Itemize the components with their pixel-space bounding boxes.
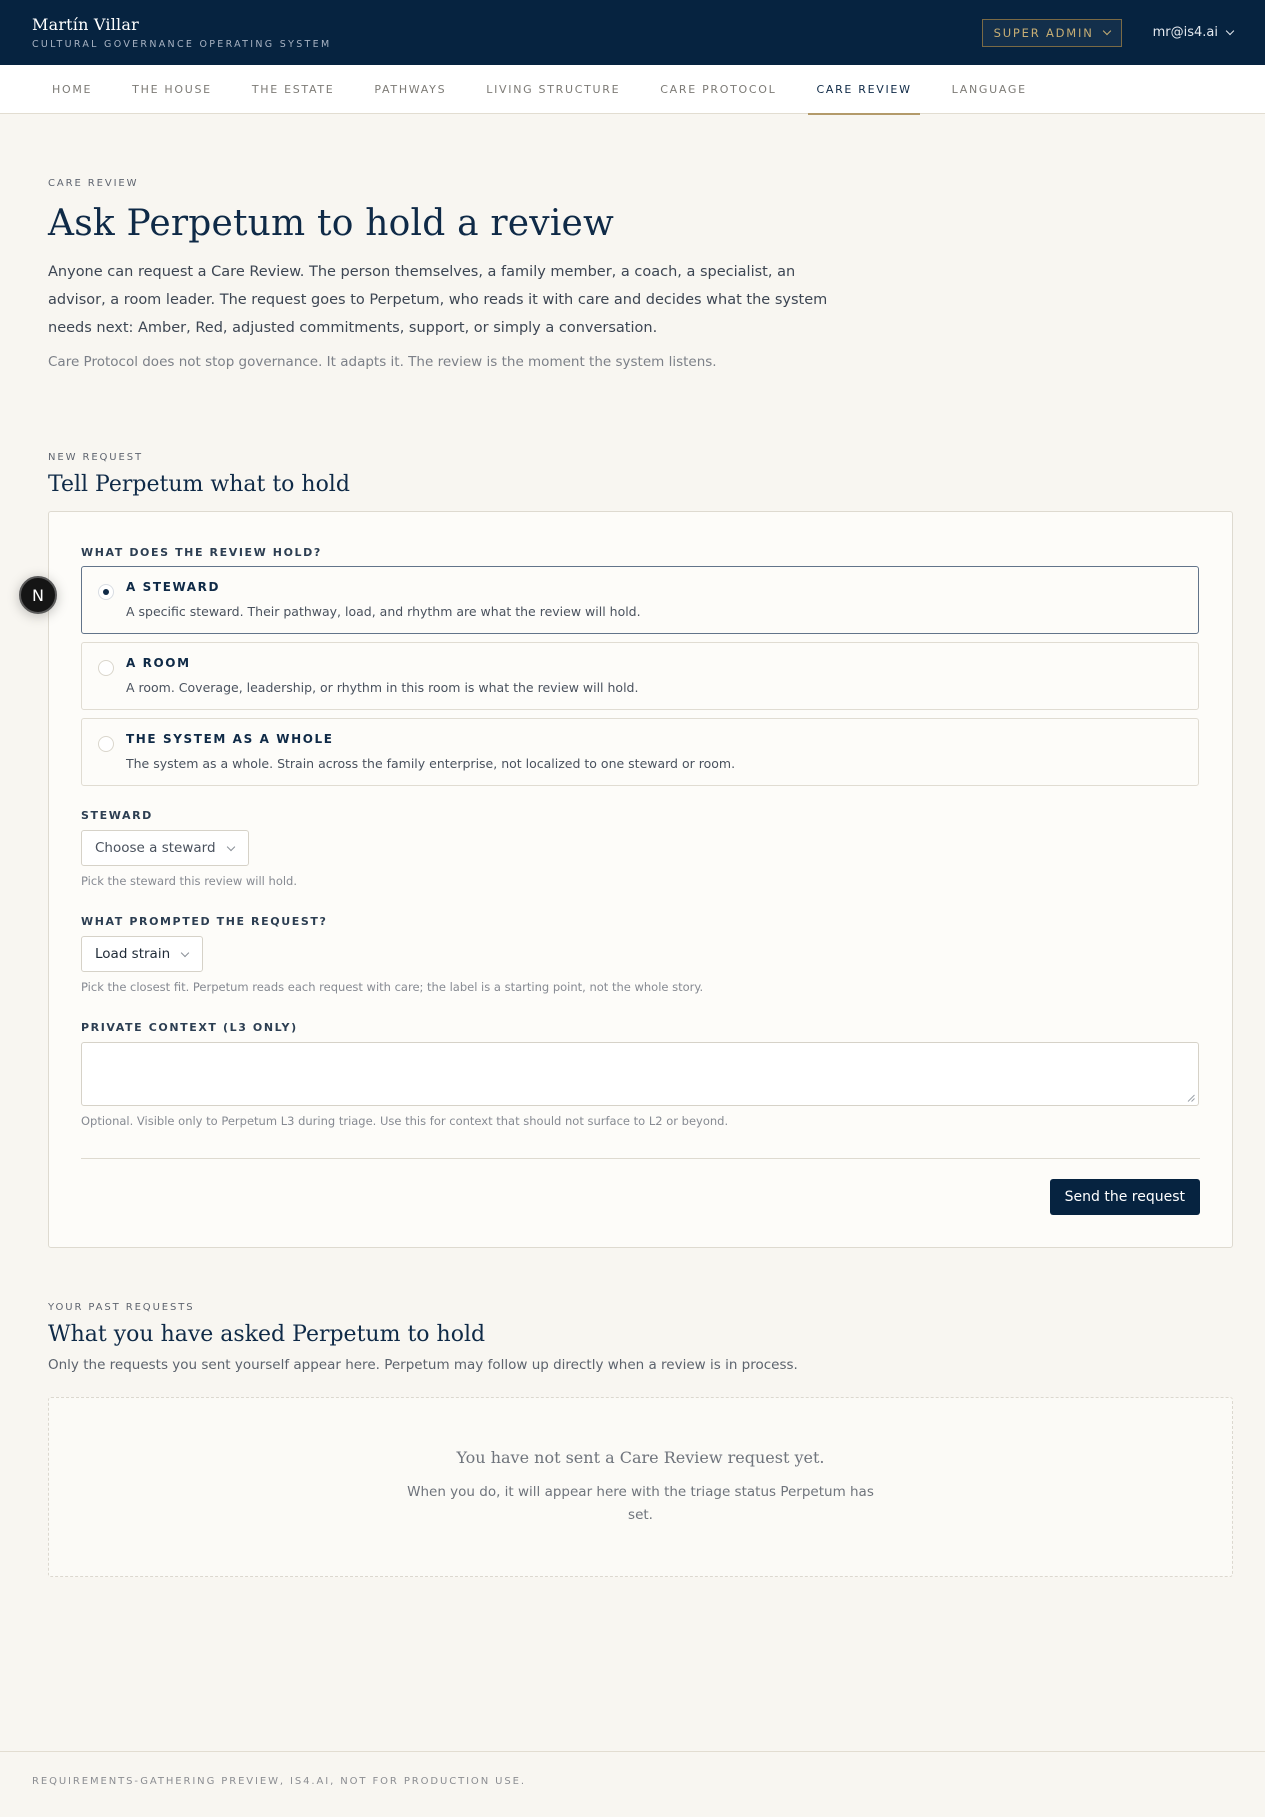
steward-hint: Pick the steward this review will hold. — [81, 874, 298, 888]
tab-living-structure[interactable]: LIVING STRUCTURE — [486, 83, 621, 96]
option-title: A STEWARD — [126, 580, 221, 594]
footer-text: REQUIREMENTS-GATHERING PREVIEW, IS4.AI, NOT FOR PRODUCTION USE. — [32, 1776, 526, 1787]
prompt-label: WHAT PROMPTED THE REQUEST? — [81, 915, 328, 928]
private-context-textarea[interactable] — [81, 1042, 1199, 1106]
steward-select-value: Choose a steward — [95, 840, 216, 856]
top-bar — [0, 0, 1265, 65]
radio-icon[interactable] — [98, 736, 114, 752]
option-title: A ROOM — [126, 656, 191, 670]
past-requests-title: What you have asked Perpetum to hold — [48, 1322, 486, 1347]
top-right-controls — [982, 19, 1233, 47]
option-description: A specific steward. Their pathway, load, and rhythm are what the review will hold. — [126, 604, 641, 619]
hold-label: WHAT DOES THE REVIEW HOLD? — [81, 546, 322, 559]
role-dropdown-button[interactable] — [982, 19, 1122, 47]
option-system[interactable] — [81, 718, 1199, 786]
past-requests-description: Only the requests you sent yourself appear here. Perpetum may follow up directly when a review is in process. — [48, 1357, 798, 1373]
tab-home[interactable]: HOME — [52, 83, 93, 96]
private-context-label: PRIVATE CONTEXT (L3 ONLY) — [81, 1021, 298, 1034]
private-context-hint: Optional. Visible only to Perpetum L3 during triage. Use this for context that should not surface to L2 or beyond. — [81, 1114, 729, 1128]
hold-options — [81, 566, 1200, 786]
send-request-button[interactable]: Send the request — [1050, 1179, 1200, 1215]
brand[interactable] — [32, 15, 331, 50]
page-title: Ask Perpetum to hold a review — [48, 203, 615, 244]
new-request-eyebrow: NEW REQUEST — [48, 452, 143, 463]
chevron-down-icon — [226, 842, 234, 850]
prompt-select[interactable] — [81, 936, 203, 972]
steward-label: STEWARD — [81, 809, 153, 822]
option-description: The system as a whole. Strain across the family enterprise, not localized to one steward or room. — [126, 756, 736, 771]
main-nav — [0, 65, 1265, 114]
resize-grip-icon[interactable] — [1187, 1094, 1195, 1102]
brand-name: Martín Villar — [32, 15, 139, 34]
user-menu-button[interactable] — [1153, 25, 1233, 40]
brand-subtitle: CULTURAL GOVERNANCE OPERATING SYSTEM — [32, 39, 332, 50]
footer — [0, 1751, 1265, 1817]
empty-state-text: When you do, it will appear here with the triage status Perpetum has set. — [407, 1484, 874, 1523]
tab-care-protocol[interactable]: CARE PROTOCOL — [660, 83, 777, 96]
floating-assistant-button[interactable]: N — [19, 576, 57, 614]
form-actions — [81, 1179, 1200, 1215]
past-requests-eyebrow: YOUR PAST REQUESTS — [48, 1302, 195, 1313]
user-email: mr@is4.ai — [1152, 25, 1218, 40]
intro-text: Anyone can request a Care Review. The person themselves, a family member, a coach, a specialist, an advisor, a room leader. The request goes to Perpetum, who reads it with care and decides what the system needs next: Amber, Red, adjusted commitments, support, or simply a conversation. — [48, 264, 828, 336]
empty-state — [48, 1397, 1233, 1577]
prompt-select-value: Load strain — [95, 946, 171, 962]
chevron-down-icon — [181, 948, 189, 956]
prompt-hint: Pick the closest fit. Perpetum reads each request with care; the label is a starting point, not the whole story. — [81, 980, 704, 994]
tab-language[interactable]: LANGUAGE — [951, 83, 1027, 96]
option-title: THE SYSTEM AS A WHOLE — [126, 732, 334, 746]
page-eyebrow: CARE REVIEW — [48, 178, 139, 189]
tab-the-house[interactable]: THE HOUSE — [132, 83, 212, 96]
tab-the-estate[interactable]: THE ESTATE — [251, 83, 335, 96]
intro-note: Care Protocol does not stop governance. It adapts it. The review is the moment the system listens. — [48, 354, 717, 370]
empty-state-title: You have not sent a Care Review request yet. — [456, 1448, 825, 1467]
tab-pathways[interactable]: PATHWAYS — [374, 83, 447, 96]
form-divider — [81, 1158, 1200, 1159]
radio-icon[interactable] — [98, 660, 114, 676]
page-content — [0, 178, 1233, 1577]
option-steward[interactable] — [81, 566, 1199, 634]
option-room[interactable] — [81, 642, 1199, 710]
chevron-down-icon — [1102, 27, 1110, 35]
tab-care-review[interactable]: CARE REVIEW — [808, 65, 919, 114]
radio-selected-icon[interactable] — [98, 584, 114, 600]
steward-select[interactable] — [81, 830, 249, 866]
chevron-down-icon — [1226, 27, 1234, 35]
role-label: SUPER ADMIN — [993, 25, 1094, 40]
request-form — [48, 511, 1233, 1248]
option-description: A room. Coverage, leadership, or rhythm in this room is what the review will hold. — [126, 680, 639, 695]
new-request-title: Tell Perpetum what to hold — [48, 472, 350, 497]
